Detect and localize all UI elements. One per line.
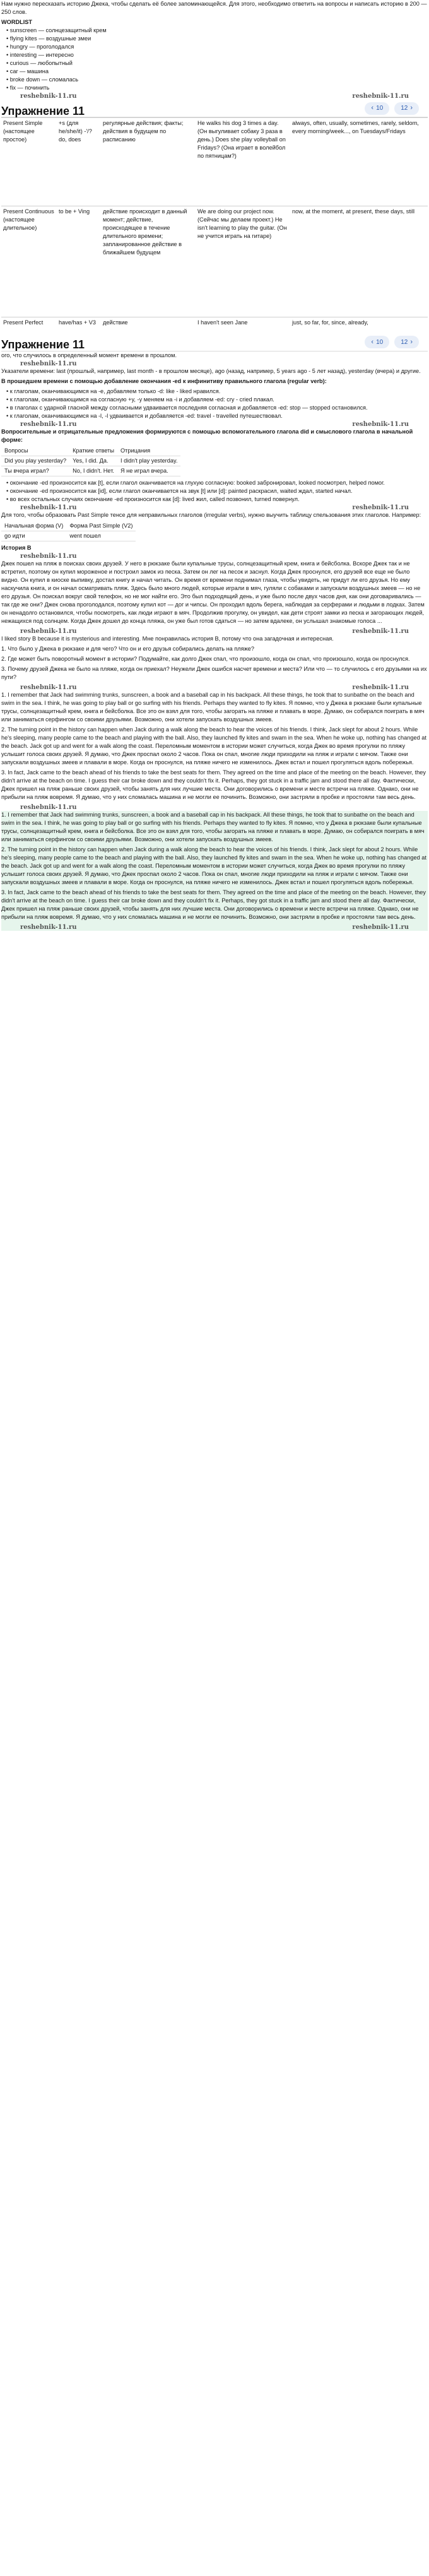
exercise-title: Упражнение 11 — [1, 338, 85, 351]
watermark: reshebnik-11.ru — [352, 627, 409, 635]
watermark: reshebnik-11.ru — [20, 93, 77, 100]
pron-item: • окончание -ed произносится как [id], если глагол оканчивается на звук [t] или [d]: painted раскрасил, waited ждал, started начал. — [6, 487, 428, 495]
cell: Ты вчера играл? — [1, 466, 69, 476]
watermark: reshebnik-11.ru — [352, 683, 409, 691]
markers-cell: always, often, usually, sometimes, rarely, seldom, every morning/week..., on Tuesdays/Fridays — [290, 118, 428, 206]
watermark: reshebnik-11.ru — [352, 923, 409, 931]
answer-paragraph: 2. The turning point in the history can happen when Jack during a walk along the beach to hear the voices of his friends. I think, Jack slept for about 2 hours. While he's sleeping, many people came to the beach and playing with the ball. Also, they launched fly kites and swam in the sea. When he woke up, nothing has changed at the beach. Jack got up and went for a walk along the coast. Переломным моментом в истории может случиться, когда Джек во время прогулки по пляжу услышит голоса своих друзей. Я думаю, что Джек проспал около 2 часов. Пока он спал, многие люди приходили на пляж и играли с мячом. Также они запускали воздушных змеев и плавали в море. Когда он проснулся, на пляже ничего не изменилось. Джек встал и пошел прогуляться вдоль побережья. — [1, 846, 426, 885]
tense-cell: Present Simple (настоящее простое) — [1, 118, 57, 206]
answers-intro: I liked story B because it is mysterious and interesting. Мне понравилась история В, потому что она загадочная и интересная. — [1, 635, 334, 642]
story-b-text: Джек пошел на пляж в поисках своих друзей. У него в рюкзаке были купальные трусы, солнцезащитный крем, книга и бейсболка. Вскоре Джек так и не встретил, поэтому он купил мороженое и построил замок из песка. Затем он лег на песок и заснул. Когда Джек проснулся, его друзей все еще не было видно. Он купил в киоске выпивку, достал книгу и начал читать. Он время от времени поднимал глаза, чтобы увидеть, не придут ли его друзья. Но ему наскучила книга, и он начал осматривать пляж. Здесь было много людей, которые играли в мяч, гуляли с собаками и запускали воздушных змеев — но не его друзья. Он поискал вокруг свой телефон, но не мог найти его. Это был подходящий день, и уже было после двух часов дня, как они договаривались — так где же они? Джек снова проголодался, поэтому купил кот — дог и чипсы. Он проходил вдоль берега, наблюдая за серферами и людьми в лодках. Затем он ненадолго остановился, чтобы посмотреть, как люди играют в мяч. Продолжив прогулку, он увидел, как дети строят замки из песка и загорающих людей, нежащихся под солнцем. Когда Джек дошел до конца пляжа, он уже был готов сдаться — но затем вдалеке, он услышал знакомые голоса ... — [1, 560, 425, 624]
chevron-left-icon: ‹ — [371, 338, 374, 346]
next-exercise-label: 12 — [401, 338, 408, 346]
chevron-left-icon: ‹ — [371, 104, 374, 112]
wordlist-item: • fix — починить — [6, 84, 428, 92]
prev-exercise-button[interactable] — [365, 102, 389, 115]
answer-paragraph: 2. The turning point in the history can happen when Jack during a walk along the beach to hear the voices of his friends. I think, Jack slept for about 2 hours. While he's sleeping, many people came to the beach and playing with the ball. Also, they launched fly kites and swam in the sea. When he woke up, nothing has changed at the beach. Jack got up and went for a walk along the coast. Переломным моментом в истории может случиться, когда Джек во время прогулки по пляжу услышит голоса своих друзей. Я думаю, что Джек проспал около 2 часов. Пока он спал, многие люди приходили на пляж и играли с мячом. Также они запускали воздушных змеев и плавали в море. Когда он проснулся, на пляже ничего не изменилось. Джек встал и пошел прогуляться вдоль побережья. — [1, 726, 426, 765]
tenses-table — [1, 117, 428, 334]
use-cell: действие — [101, 317, 196, 334]
watermark: reshebnik-11.ru — [20, 627, 77, 635]
example-cell: We are doing our project now. (Сейчас мы делаем проект.) He isn't learning to play the guitar. (Он не учится играть на гитаре) — [196, 206, 290, 317]
exercise-title: Упражнение 11 — [1, 104, 85, 117]
cut-line: ого, что случилось в определенный момент времени в прошлом. — [1, 352, 177, 358]
rule-item: • к глаголам, оканчивающимся на согласную +y, -y меняем на -i и добавляем -ed: cry - cried плакал. — [6, 396, 428, 404]
exercise-nav — [365, 336, 419, 348]
table-row — [1, 206, 428, 317]
watermark: reshebnik-11.ru — [352, 420, 409, 428]
header-cell: Форма Past Simple (V2) — [66, 521, 136, 531]
tense-cell: Present Perfect — [1, 317, 57, 334]
wordlist-item: • interesting — интересно — [6, 51, 428, 59]
questions-table — [1, 446, 180, 476]
watermark: reshebnik-11.ru — [352, 504, 409, 511]
wordlist-title: WORDLIST — [1, 19, 32, 25]
intro-text: Нам нужно пересказать историю Джека, чтобы сделать её более запоминающейся. Для этого, необходимо ответить на вопросы и написать историю в 200 — 250 слов. — [1, 1, 427, 15]
question-item: 3. Почему друзей Джека не было на пляже, когда он приехал? Неужели Джек ошибся насчет времени и места? Или что — то случилось с его друзьями на их пути? — [1, 665, 427, 680]
next-exercise-button[interactable] — [394, 102, 419, 115]
table-row — [1, 531, 136, 541]
prev-exercise-label: 10 — [376, 105, 384, 112]
question-item: 1. Что было у Джека в рюкзаке и для чего? Что он и его друзья собирались делать на пляже? — [1, 645, 254, 652]
form-cell: +s (для he/she/it) -'/? do, does — [57, 118, 101, 206]
rule-item: • к глаголам, оканчивающимся на -l, -l удваивается и добавляется -ed: travel - travelled путешествовал. — [6, 412, 428, 420]
answer-paragraph: 3. In fact, Jack came to the beach ahead of his friends to take the best seats for them. They agreed on the time and place of the meeting on the beach. However, they didn't arrive at the beach on time. I guess their car broke down and they couldn't fix it. Perhaps, they got stuck in a traffic jam and stood there all day. Фактически, Джек пришел на пляж раньше своих друзей, чтобы занять для них лучшие места. Они договорились о времени и месте встречи на пляже. Однако, они не прибыли на пляж вовремя. Я думаю, что у них сломалась машина и не могли ее починить. Возможно, они застряли в пробке и простояли там весь день. — [1, 889, 426, 920]
pron-item: • окончание -ed произносится как [t], если глагол оканчивается на глухую согласную: booked забронировал, looked посмотрел, helped помог. — [6, 479, 428, 487]
form-cell: have/has + V3 — [57, 317, 101, 334]
form-cell: to be + Ving — [57, 206, 101, 317]
wordlist-item: • curious — любопытный — [6, 59, 428, 68]
cell: went пошел — [66, 531, 136, 541]
rule-item: • в глаголах с ударной гласной между согласными удваивается последняя согласная и добавляется -ed: stop — stopped остановился. — [6, 404, 428, 412]
chevron-right-icon: › — [410, 338, 413, 346]
markers-cell: just, so far, for, since, already, — [290, 317, 428, 334]
header-cell: Начальная форма (V) — [1, 521, 66, 531]
chevron-right-icon: › — [410, 104, 413, 112]
wordlist-item: • car — машина — [6, 68, 428, 76]
watermark: reshebnik-11.ru — [20, 803, 77, 811]
answer-paragraph: 1. I remember that Jack had swimming trunks, sunscreen, a book and a baseball cap in his backpack. All these things, he took that to sunbathe on the beach and swim in the sea. I think, he was going to play ball or go surfing with his friends. Perhaps they wanted to fly kites. Я помню, что у Джека в рюкзаке были купальные трусы, солнцезащитный крем, книга и бейсболка. Все это он взял для того, чтобы загорать на пляже и плавать в море. Думаю, он собирался поиграть в мяч или заниматься серфингом со своими друзьями. Возможно, они хотели запускать воздушных змеев. — [1, 811, 425, 842]
rules-list — [1, 387, 428, 420]
cell: Yes, I did. Да. — [69, 456, 117, 466]
use-cell: действие происходит в данный момент; действие, происходящее в течение длительного времени; запланированное действие в ближайшем будущем — [101, 206, 196, 317]
question-item: 2. Где может быть поворотный момент в истории? Подумайте, как долго Джек спал, что произошло, когда он спал, что произошло, когда он проснулся. — [1, 655, 410, 662]
cell: Я не играл вчера. — [117, 466, 180, 476]
next-exercise-label: 12 — [401, 105, 408, 112]
exercise-header-sticky — [1, 334, 428, 352]
wordlist-item: • broke down — сломалась — [6, 76, 428, 84]
watermark: reshebnik-11.ru — [20, 360, 77, 367]
tense-cell: Present Continuous (настоящее длительное) — [1, 206, 57, 317]
table-row — [1, 118, 428, 206]
cell: Did you play yesterday? — [1, 456, 69, 466]
exercise-header — [1, 100, 428, 117]
wordlist-item: • hungry — проголодался — [6, 43, 428, 51]
wordlist-item: • flying kites — воздушные змеи — [6, 35, 428, 43]
pronunciation-list — [1, 479, 428, 504]
header-cell: Краткие ответы — [69, 446, 117, 456]
cell: No, I didn't. Нет. — [69, 466, 117, 476]
watermark: reshebnik-11.ru — [20, 420, 77, 428]
table-header-row — [1, 446, 180, 456]
watermark: reshebnik-11.ru — [20, 504, 77, 511]
prev-exercise-button[interactable] — [365, 336, 389, 348]
example-cell: I haven't seen Jane — [196, 317, 290, 334]
irregular-table — [1, 521, 136, 541]
markers-text: Указатели времени: last (прошлый, например, last month - в прошлом месяце), ago (назад, например, 5 years ago - 5 лет назад), yesterday (вчера) и другие. — [1, 367, 421, 374]
watermark: reshebnik-11.ru — [20, 683, 77, 691]
table-row — [1, 317, 428, 334]
highlighted-answers — [1, 811, 428, 931]
cell: go идти — [1, 531, 66, 541]
exercise-nav — [365, 102, 419, 115]
watermark: reshebnik-11.ru — [20, 923, 77, 931]
header-cell: Вопросы — [1, 446, 69, 456]
pron-item: • во всех остальных случаях окончание -ed произносится как [d]: lived жил, called позвонил, turned повернул. — [6, 495, 428, 504]
answer-paragraph: 3. In fact, Jack came to the beach ahead of his friends to take the best seats for them. They agreed on the time and place of the meeting on the beach. However, they didn't arrive at the beach on time. I guess their car broke down and they couldn't fix it. Perhaps, they got stuck in a traffic jam and stood there all day. Фактически, Джек пришел на пляж раньше своих друзей, чтобы занять для них лучшие места. Они договорились о времени и месте встречи на пляже. Однако, они не прибыли на пляж вовремя. Я думаю, что у них сломалась машина и не могли ее починить. Возможно, они застряли в пробке и простояли там весь день. — [1, 769, 426, 800]
page — [0, 0, 429, 931]
answer-paragraph: 1. I remember that Jack had swimming trunks, sunscreen, a book and a baseball cap in his backpack. All these things, he took that to sunbathe on the beach and swim in the sea. I think, he was going to play ball or go surfing with his friends. Perhaps they wanted to fly kites. Я помню, что у Джека в рюкзаке были купальные трусы, солнцезащитный крем, книга и бейсболка. Все это он взял для того, чтобы загорать на пляже и плавать в море. Думаю, он собирался поиграть в мяч или заниматься серфингом со своими друзьями. Возможно, они хотели запускать воздушных змеев. — [1, 691, 425, 723]
wordlist-item: • sunscreen — солнцезащитный крем — [6, 27, 428, 35]
table-row — [1, 456, 180, 466]
wordlist — [1, 27, 428, 92]
regular-intro: В прошедшем времени с помощью добавление окончания -ed к инфинитиву правильного глагола (regular verb): — [1, 377, 327, 384]
next-exercise-button[interactable] — [394, 336, 419, 348]
irregular-intro: Для того, чтобы образовать Past Simple тенсе для неправильных глаголов (irregular verbs), нужно выучить таблицу спельзования этих глаголов. Например: — [1, 511, 421, 518]
header-cell: Отрицания — [117, 446, 180, 456]
example-cell: He walks his dog 3 times a day. (Он выгуливает собаку 3 раза в день.) Does she play volleyball on Fridays? (Она играет в волейбол по пятницам?) — [196, 118, 290, 206]
watermark: reshebnik-11.ru — [352, 93, 409, 100]
story-b-title: История В — [1, 544, 32, 551]
table-header-row — [1, 521, 136, 531]
watermark: reshebnik-11.ru — [20, 552, 77, 560]
markers-cell: now, at the moment, at present, these days, still — [290, 206, 428, 317]
prev-exercise-label: 10 — [376, 338, 384, 346]
table-row — [1, 466, 180, 476]
use-cell: регулярные действия; факты; действия в будущем по расписанию — [101, 118, 196, 206]
questions-intro: Вопросительные и отрицательные предложения формируются с помощью вспомогательного глагола did и смыслового глагола в начальной форме: — [1, 428, 413, 443]
rule-item: • к глаголам, оканчивающимся на -e, добавляем только -d: like - liked нравился. — [6, 387, 428, 396]
cell: I didn't play yesterday. — [117, 456, 180, 466]
